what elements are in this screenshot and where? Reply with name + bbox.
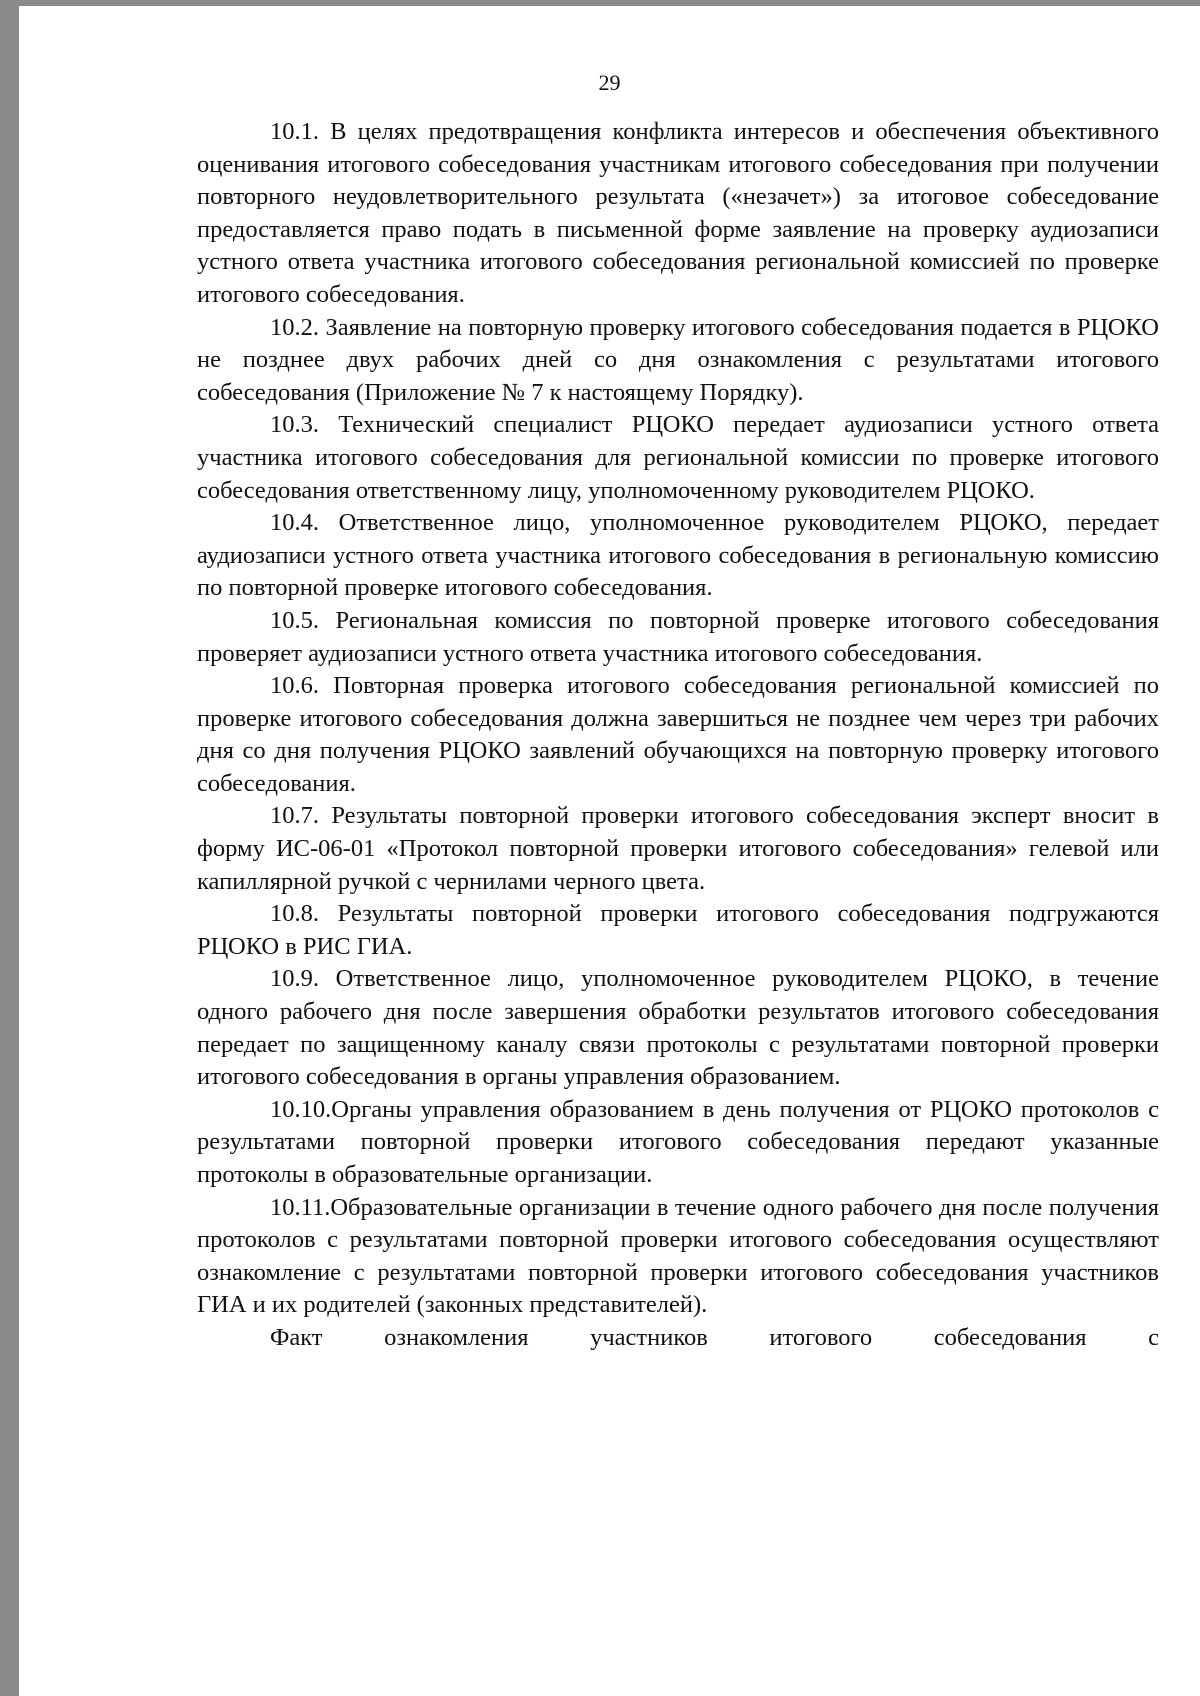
paragraph-10-4: 10.4. Ответственное лицо, уполномоченное руководителем РЦОКО, передает аудиозаписи устного ответа участника итогового собеседования в региональную комиссию по повторной проверке итогового собеседования. [197, 509, 1159, 602]
paragraph-10-6: 10.6. Повторная проверка итогового собеседования региональной комиссией по проверке итогового собеседования должна завершиться не позднее чем через три рабочих дня со дня получения РЦОКО заявлений обучающихся на повторную проверку итогового собеседования. [197, 672, 1159, 797]
paragraph-10-8: 10.8. Результаты повторной проверки итогового собеседования подгружаются РЦОКО в РИС ГИА. [197, 900, 1159, 960]
paragraph-continued: Факт ознакомления участников итогового собеседования с [270, 1323, 1159, 1351]
page-number: 29 [598, 70, 621, 95]
paragraph-10-7: 10.7. Результаты повторной проверки итогового собеседования эксперт вносит в форму ИС-06-01 «Протокол повторной проверки итогового собеседования» гелевой или капиллярной ручкой с чернилами черного цвета. [197, 802, 1159, 895]
paragraph-10-11: 10.11.Образовательные организации в течение одного рабочего дня после получения протоколов с результатами повторной проверки итогового собеседования осуществляют ознакомление с результатами повторной проверки итогового собеседования участников ГИА и их родителей (законных представителей). [197, 1193, 1159, 1319]
paragraph-10-5: 10.5. Региональная комиссия по повторной проверке итогового собеседования проверяет аудиозаписи устного ответа участника итогового собеседования. [197, 606, 1159, 667]
paragraph-10-9: 10.9. Ответственное лицо, уполномоченное руководителем РЦОКО, в течение одного рабочего дня после завершения обработки результатов итогового собеседования передает по защищенному каналу связи протоколы с результатами повторной проверки итогового собеседования в органы управления образованием. [197, 965, 1159, 1091]
document-page [19, 6, 1200, 1696]
paragraph-10-2: 10.2. Заявление на повторную проверку итогового собеседования подается в РЦОКО не позднее двух рабочих дней со дня ознакомления с результатами итогового собеседования (Приложение № 7 к настоящему Порядку). [197, 313, 1159, 406]
paragraph-10-1: 10.1. В целях предотвращения конфликта интересов и обеспечения объективного оценивания итогового собеседования участникам итогового собеседования при получении повторного неудовлетворительного результата («незачет») за итоговое собеседование предоставляется право подать в письменной форме заявление на проверку аудиозаписи устного ответа участника итогового собеседования региональной комиссией по проверке итогового собеседования. [197, 118, 1159, 308]
document-body [197, 116, 1159, 1355]
paragraph-10-10: 10.10.Органы управления образованием в день получения от РЦОКО протоколов с результатами повторной проверки итогового собеседования передают указанные протоколы в образовательные организации. [197, 1095, 1159, 1188]
paragraph-10-3: 10.3. Технический специалист РЦОКО передает аудиозаписи устного ответа участника итогового собеседования для региональной комиссии по проверке итогового собеседования ответственному лицу, уполномоченному руководителем РЦОКО. [197, 411, 1159, 504]
